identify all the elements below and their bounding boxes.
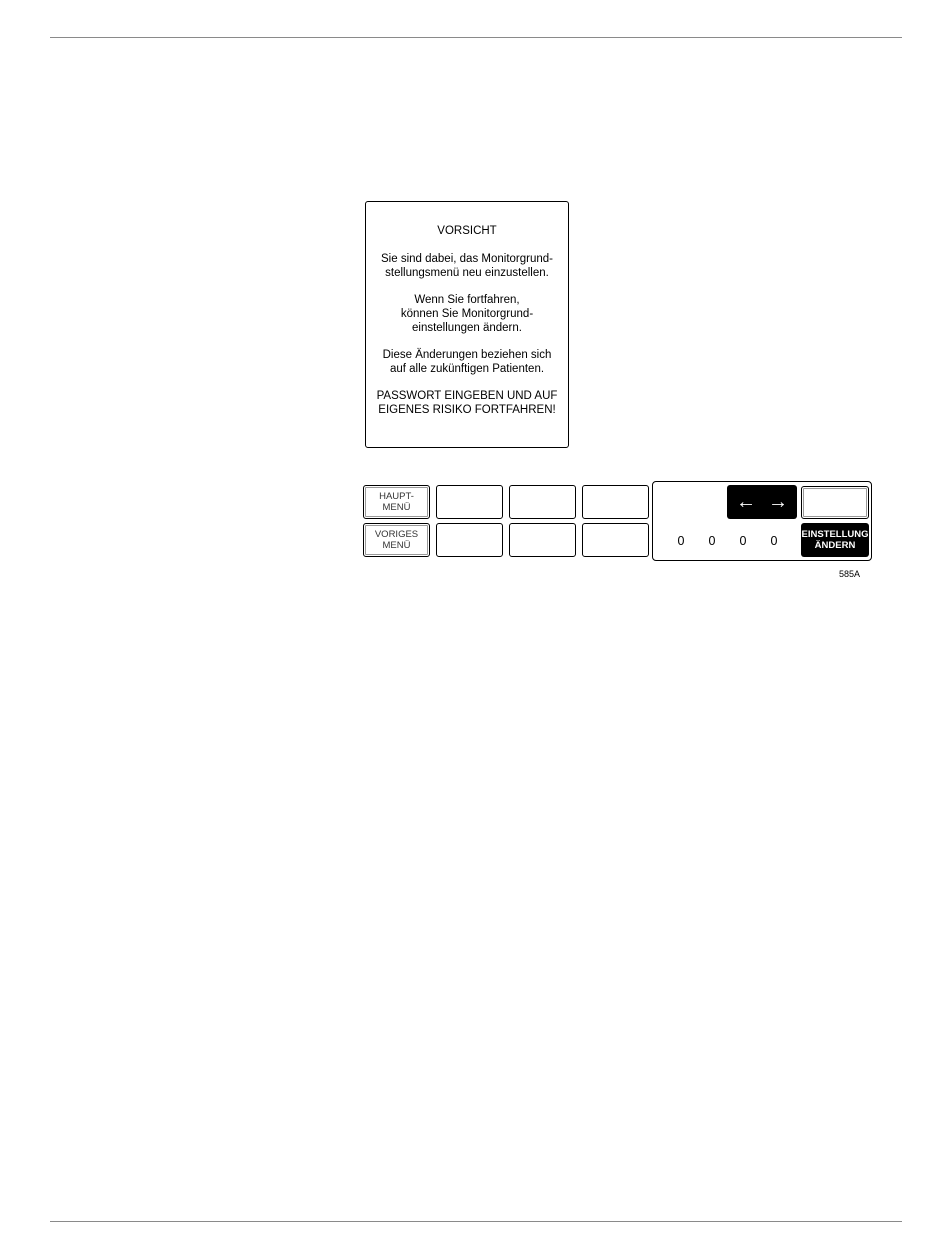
password-digit-4[interactable]: 0	[770, 534, 778, 548]
password-digit-1[interactable]: 0	[677, 534, 685, 548]
password-digit-3[interactable]: 0	[739, 534, 747, 548]
dialog-paragraph: Diese Änderungen beziehen sich auf alle zukünftigen Patienten.	[382, 349, 552, 375]
softkey-blank-7[interactable]	[801, 486, 869, 519]
softkey-blank-1[interactable]	[436, 485, 503, 519]
dialog-paragraph: PASSWORT EINGEBEN UND AUF EIGENES RISIKO FORTFAHREN!	[376, 390, 558, 416]
dialog-title: VORSICHT	[437, 225, 497, 237]
bottom-rule	[50, 1221, 902, 1222]
arrow-keys[interactable]	[727, 485, 797, 519]
caution-dialog	[365, 201, 569, 448]
softkey-blank-3[interactable]	[582, 485, 649, 519]
main-menu-button[interactable]: HAUPT- MENÜ	[363, 485, 430, 519]
arrow-right-icon[interactable]: →	[768, 490, 788, 513]
softkey-blank-5[interactable]	[509, 523, 576, 557]
arrow-left-icon[interactable]: ←	[736, 490, 756, 513]
top-rule	[50, 37, 902, 38]
change-setting-button[interactable]: EINSTELLUNG ÄNDERN	[801, 523, 869, 557]
softkey-blank-6[interactable]	[582, 523, 649, 557]
softkey-blank-2[interactable]	[509, 485, 576, 519]
dialog-paragraph: Wenn Sie fortfahren, können Sie Monitorgrund- einstellungen ändern.	[400, 294, 534, 334]
figure-id: 585A	[839, 569, 861, 579]
softkey-blank-4[interactable]	[436, 523, 503, 557]
password-digit-2[interactable]: 0	[708, 534, 716, 548]
previous-menu-button[interactable]: VORIGES MENÜ	[363, 523, 430, 557]
dialog-paragraph: Sie sind dabei, das Monitorgrund- stellungsmenü neu einzustellen.	[381, 253, 553, 279]
